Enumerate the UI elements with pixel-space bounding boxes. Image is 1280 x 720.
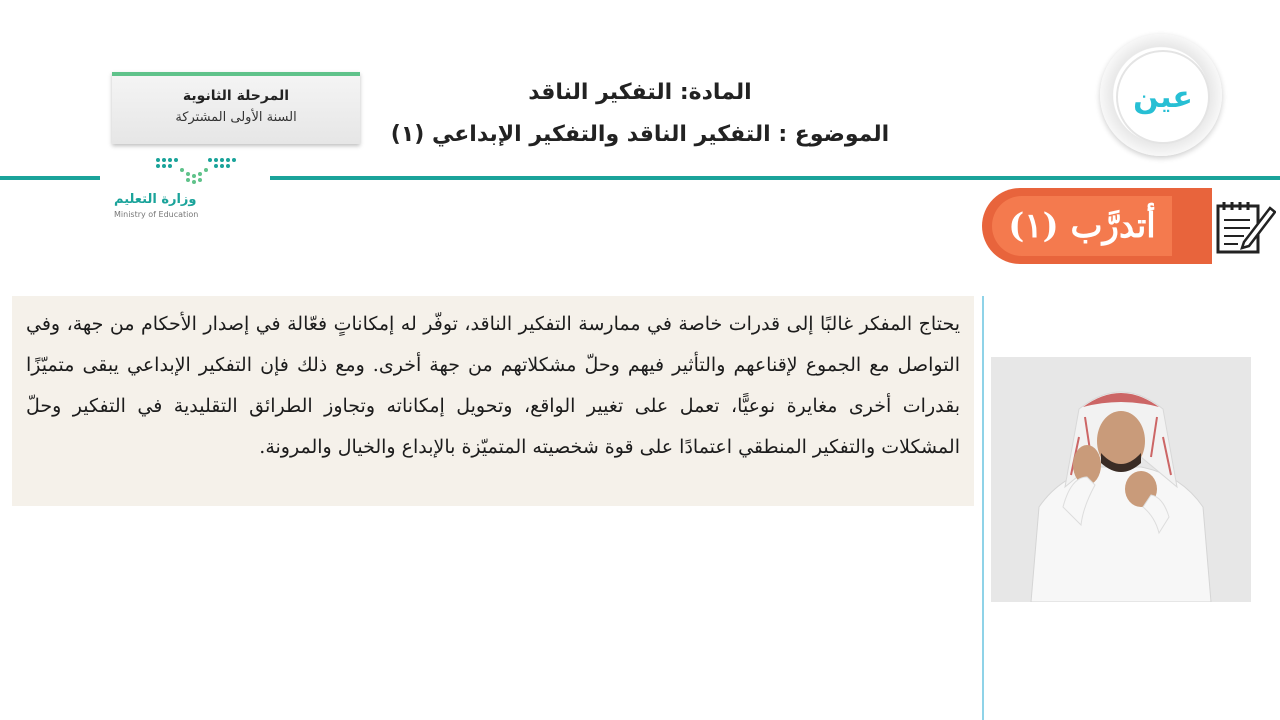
- presenter-figure: [991, 357, 1251, 602]
- exercise-banner: [982, 188, 1212, 264]
- subject-title: المادة: التفكير الناقد: [528, 80, 752, 105]
- notepad-pencil-icon: [1214, 198, 1276, 256]
- ministry-name-ar: وزارة التعليم: [114, 192, 197, 207]
- ain-logo-text: عين: [1133, 79, 1193, 115]
- ministry-emblem-icon: [148, 152, 258, 192]
- presenter-video: [991, 357, 1251, 602]
- exercise-paragraph: يحتاج المفكر غالبًا إلى قدرات خاصة في ممارسة التفكير الناقد، توفّر له إمكاناتٍ فعّالة في إصدار الأحكام من جهة، وفي التواصل مع الجموع لإقناعهم والتأثير فيهم وحلّ مشكلاتهم من جهة أخرى. ومع ذلك فإن التفكير الإبداعي يبقى متميّزًا بقدرات أخرى مغايرة نوعيًّا، تعمل على تغيير الواقع، وتحويل إمكاناته وتجاوز الطرائق التقليدية في التفكير وحلّ المشكلات والتفكير المنطقي اعتمادًا على قوة شخصيته المتميّزة بالإبداع والخيال والمرونة.: [12, 296, 974, 506]
- ain-logo-inner: [1116, 50, 1210, 144]
- ministry-name-en: Ministry of Education: [114, 210, 199, 219]
- stage-card: [112, 72, 360, 144]
- ministry-logo: [108, 152, 218, 224]
- topic-title: الموضوع : التفكير الناقد والتفكير الإبداعي (١): [390, 122, 890, 147]
- year-label: السنة الأولى المشتركة: [175, 110, 297, 125]
- ain-logo: [1100, 34, 1222, 156]
- exercise-label: أتدرَّب (١): [992, 196, 1172, 256]
- stage-label: المرحلة الثانوية: [182, 88, 290, 104]
- content-divider: [982, 296, 984, 720]
